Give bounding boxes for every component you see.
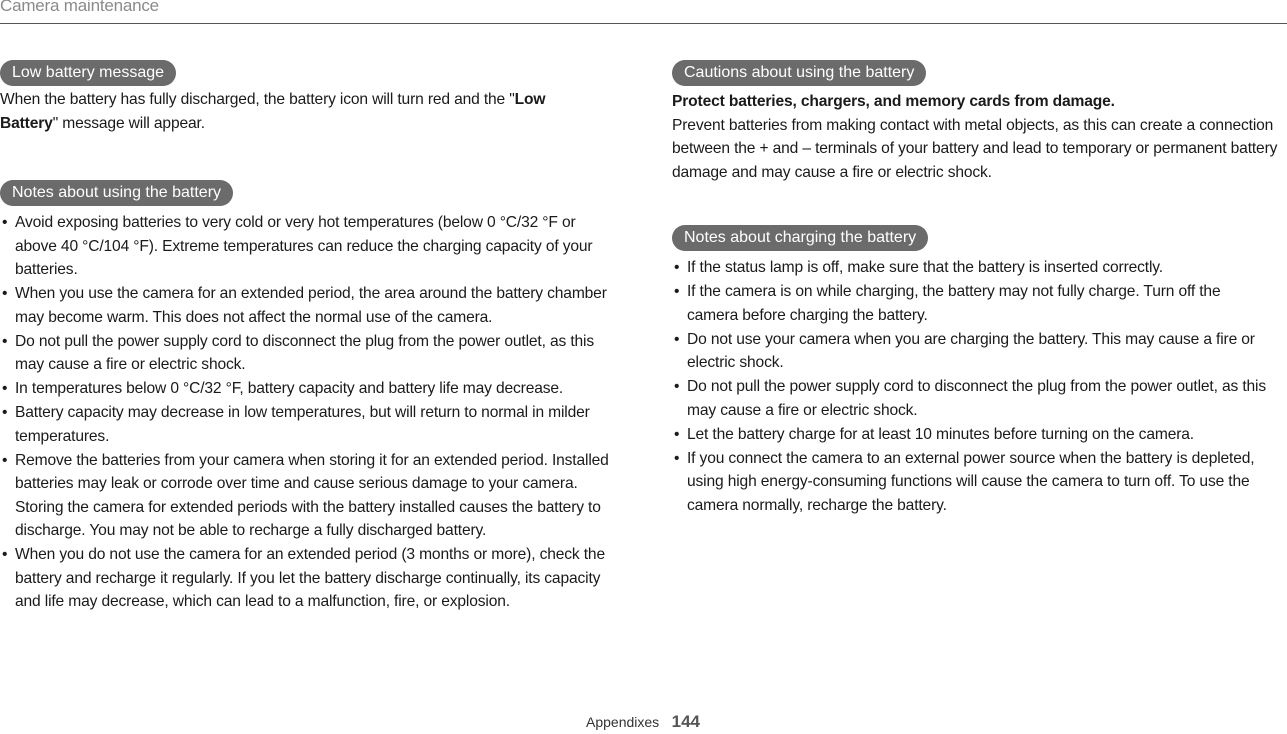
notes-charging-list bbox=[672, 256, 1272, 517]
bullet-icon: • bbox=[2, 285, 8, 302]
notes-battery-section bbox=[0, 180, 630, 614]
footer-label: Appendixes bbox=[586, 714, 660, 730]
cautions-text: Prevent batteries from making contact with metal objects, as this can create a connection between the + and – terminals of your battery and lead to temporary or permanent battery damage and may cause a fire or electric shock. bbox=[672, 116, 1278, 181]
notes-charging-heading: Notes about charging the battery bbox=[672, 225, 928, 251]
list-item: • Let the battery charge for at least 10 minutes before turning on the camera. bbox=[672, 423, 1272, 447]
low-battery-text bbox=[0, 88, 590, 135]
bullet-icon: • bbox=[2, 214, 8, 231]
cautions-bold-line: Protect batteries, chargers, and memory cards from damage. bbox=[672, 93, 1115, 110]
notes-charging-section bbox=[672, 225, 1287, 517]
bullet-icon: • bbox=[674, 330, 680, 348]
list-item: • Battery capacity may decrease in low temperatures, but will return to normal in milder temperatures. bbox=[0, 401, 612, 448]
left-column bbox=[0, 60, 630, 614]
right-column bbox=[672, 60, 1287, 518]
bullet-icon: • bbox=[674, 259, 680, 276]
notes-battery-list bbox=[0, 211, 612, 614]
low-battery-bold: Low Battery bbox=[0, 91, 546, 132]
low-battery-text-before: When the battery has fully discharged, the battery icon will turn red and the " bbox=[0, 91, 515, 108]
bullet-icon: • bbox=[674, 425, 680, 443]
cautions-section bbox=[672, 60, 1287, 184]
list-item: • If you connect the camera to an external power source when the battery is depleted, using high energy-consuming functions will cause the camera to turn off. To use the camera normally, recharge the battery. bbox=[672, 447, 1272, 518]
list-item: • Do not use your camera when you are charging the battery. This may cause a fire or electric shock. bbox=[672, 328, 1272, 375]
bullet-icon: • bbox=[2, 380, 8, 397]
bullet-icon: • bbox=[2, 451, 8, 469]
low-battery-section bbox=[0, 60, 630, 135]
header-title: Camera maintenance bbox=[0, 0, 159, 15]
list-item: • In temperatures below 0 °C/32 °F, battery capacity and battery life may decrease. bbox=[0, 377, 612, 401]
list-item: • Avoid exposing batteries to very cold or very hot temperatures (below 0 °C/32 °F or above 40 °C/104 °F). Extreme temperatures can reduce the charging capacity of your batteries. bbox=[0, 211, 612, 282]
low-battery-text-after: " message will appear. bbox=[52, 114, 205, 132]
page-header bbox=[0, 0, 1287, 24]
page-footer bbox=[586, 712, 700, 732]
bullet-icon: • bbox=[674, 449, 680, 467]
cautions-heading: Cautions about using the battery bbox=[672, 60, 926, 86]
list-item: • If the camera is on while charging, the battery may not fully charge. Turn off the camera before charging the battery. bbox=[672, 280, 1272, 327]
list-item: • Do not pull the power supply cord to disconnect the plug from the power outlet, as this may cause a fire or electric shock. bbox=[0, 330, 612, 377]
list-item: • Do not pull the power supply cord to disconnect the plug from the power outlet, as this may cause a fire or electric shock. bbox=[672, 375, 1272, 422]
bullet-icon: • bbox=[674, 283, 680, 300]
bullet-icon: • bbox=[674, 378, 680, 395]
bullet-icon: • bbox=[2, 546, 8, 563]
list-item: • If the status lamp is off, make sure that the battery is inserted correctly. bbox=[672, 256, 1272, 280]
list-item: • When you do not use the camera for an extended period (3 months or more), check the battery and recharge it regularly. If you let the battery discharge continually, its capacity and life may decrease, which can lead to a malfunction, fire, or explosion. bbox=[0, 543, 612, 614]
page-number: 144 bbox=[671, 712, 700, 731]
bullet-icon: • bbox=[2, 404, 8, 421]
notes-battery-heading: Notes about using the battery bbox=[0, 180, 233, 206]
bullet-icon: • bbox=[2, 332, 8, 350]
list-item: • When you use the camera for an extended period, the area around the battery chamber may become warm. This does not affect the normal use of the camera. bbox=[0, 282, 612, 329]
low-battery-heading: Low battery message bbox=[0, 60, 176, 86]
list-item: • Remove the batteries from your camera when storing it for an extended period. Installed batteries may leak or corrode over time and cause serious damage to your camera. Storing the camera for extended periods with the battery installed causes the battery to discharge. You may not be able to recharge a fully discharged battery. bbox=[0, 449, 612, 543]
